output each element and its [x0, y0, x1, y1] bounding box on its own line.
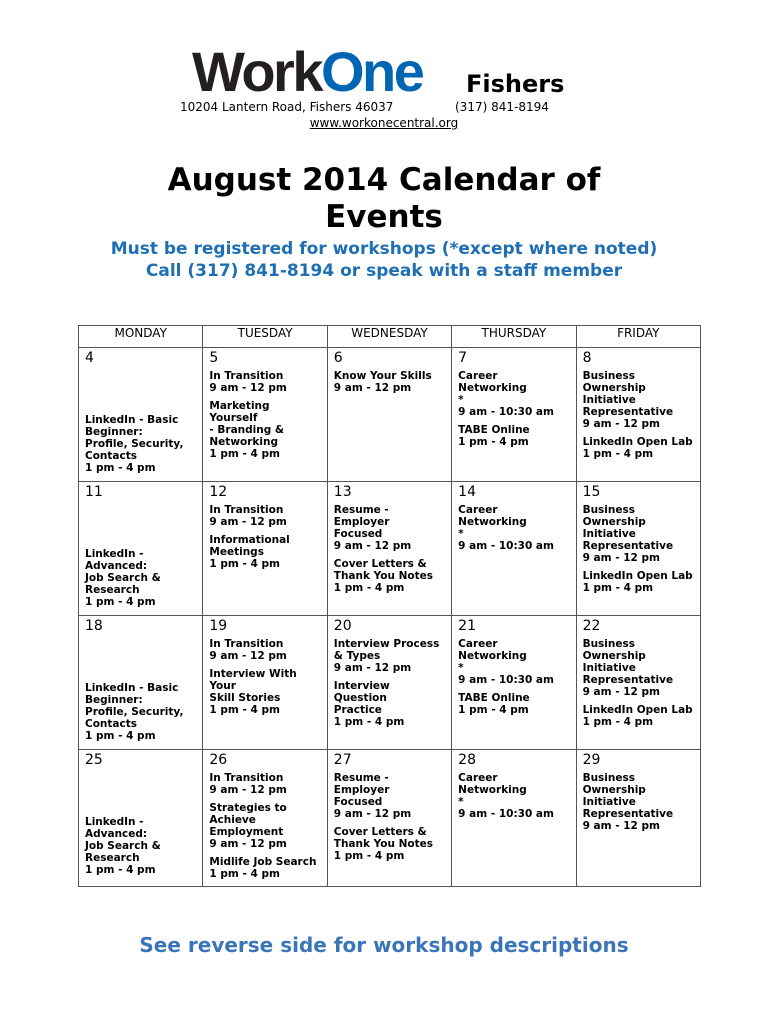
event-entry: LinkedIn Open Lab 1 pm - 4 pm — [582, 570, 693, 594]
day-number: 14 — [458, 484, 476, 500]
event-entry: Career Networking * 9 am - 10:30 am — [458, 772, 554, 820]
day-cell — [79, 348, 203, 482]
event-entry: Strategies to Achieve Employment 9 am - 12 pm — [209, 802, 287, 850]
event-entry: Interview Question Practice 1 pm - 4 pm — [333, 680, 405, 728]
logo-city: Fishers — [466, 70, 565, 98]
day-number: 20 — [333, 618, 352, 634]
event-entry: Business Ownership Initiative Representative 9 am - 12 pm — [582, 772, 674, 832]
day-number: 22 — [582, 618, 601, 634]
day-number: 8 — [582, 350, 592, 366]
event-entry: LinkedIn Open Lab 1 pm - 4 pm — [582, 436, 693, 460]
day-cell — [576, 348, 700, 482]
day-number: 18 — [85, 618, 103, 634]
day-number: 15 — [582, 484, 601, 500]
logo-work: Work — [192, 40, 321, 103]
week-row — [79, 348, 701, 482]
day-number: 19 — [209, 618, 228, 634]
event-entry: Marketing Yourself - Branding & Networking 1 pm - 4 pm — [209, 400, 285, 460]
day-number: 25 — [85, 752, 103, 768]
day-cell — [203, 750, 327, 887]
event-entry — [85, 772, 196, 810]
day-cell — [203, 616, 327, 750]
day-cell — [79, 616, 203, 750]
event-entry: In Transition 9 am - 12 pm — [209, 504, 287, 528]
event-entry: LinkedIn - Advanced: Job Search & Research 1 pm - 4 pm — [85, 548, 161, 608]
day-number: 4 — [85, 350, 94, 366]
weekday-header: THURSDAY — [452, 326, 576, 348]
day-number: 27 — [333, 752, 352, 768]
day-cell — [79, 482, 203, 616]
event-entry — [85, 370, 196, 408]
day-number: 11 — [85, 484, 103, 500]
week-row — [79, 616, 701, 750]
weekday-header-row — [79, 326, 701, 348]
day-cell — [576, 750, 700, 887]
event-entry: Business Ownership Initiative Representative 9 am - 12 pm — [582, 370, 674, 430]
weekday-header: MONDAY — [79, 326, 203, 348]
event-entry: Business Ownership Initiative Representative 9 am - 12 pm — [582, 504, 674, 564]
logo-one: One — [321, 40, 423, 103]
event-entry: Cover Letters & Thank You Notes 1 pm - 4 pm — [333, 558, 433, 594]
footer-note: See reverse side for workshop descriptions — [139, 933, 629, 957]
calendar-table — [78, 325, 701, 887]
day-cell — [203, 348, 327, 482]
day-cell — [79, 750, 203, 887]
day-cell — [327, 348, 451, 482]
event-entry: Informational Meetings 1 pm - 4 pm — [209, 534, 290, 570]
weekday-header: WEDNESDAY — [327, 326, 451, 348]
logo-wordmark — [192, 40, 423, 103]
weekday-header: FRIDAY — [576, 326, 700, 348]
day-number: 21 — [458, 618, 476, 634]
day-number: 26 — [209, 752, 228, 768]
event-entry: Career Networking * 9 am - 10:30 am — [458, 370, 554, 418]
day-cell — [327, 616, 451, 750]
event-entry: Resume - Employer Focused 9 am - 12 pm — [333, 504, 412, 552]
office-phone: (317) 841-8194 — [455, 100, 549, 114]
event-entry: Career Networking * 9 am - 10:30 am — [458, 638, 554, 686]
event-entry: In Transition 9 am - 12 pm — [209, 638, 287, 662]
registration-note: Must be registered for workshops (*except where noted) — [110, 239, 658, 259]
event-entry: In Transition 9 am - 12 pm — [209, 772, 287, 796]
event-entry: Cover Letters & Thank You Notes 1 pm - 4 pm — [333, 826, 433, 862]
event-entry: Business Ownership Initiative Representative 9 am - 12 pm — [582, 638, 674, 698]
event-entry: LinkedIn - Basic Beginner: Profile, Security, Contacts 1 pm - 4 pm — [85, 682, 184, 742]
day-number: 13 — [333, 484, 352, 500]
event-entry: Know Your Skills 9 am - 12 pm — [333, 370, 432, 394]
registration-call: Call (317) 841-8194 or speak with a staff member — [145, 261, 623, 281]
event-entry: In Transition 9 am - 12 pm — [209, 370, 287, 394]
day-cell — [327, 750, 451, 887]
event-entry — [85, 504, 196, 542]
event-entry — [85, 638, 196, 676]
day-cell — [203, 482, 327, 616]
day-cell — [576, 482, 700, 616]
weekday-header: TUESDAY — [203, 326, 327, 348]
event-entry: Midlife Job Search 1 pm - 4 pm — [209, 856, 317, 880]
event-entry: LinkedIn - Advanced: Job Search & Research 1 pm - 4 pm — [85, 816, 161, 876]
day-cell — [452, 482, 576, 616]
event-entry: LinkedIn Open Lab 1 pm - 4 pm — [582, 704, 693, 728]
event-entry: Interview With Your Skill Stories 1 pm - 4 pm — [209, 668, 297, 716]
day-number: 7 — [458, 350, 468, 366]
day-cell — [452, 750, 576, 887]
day-cell — [576, 616, 700, 750]
day-number: 12 — [209, 484, 228, 500]
day-number: 28 — [458, 752, 476, 768]
office-address: 10204 Lantern Road, Fishers 46037 — [180, 100, 394, 114]
event-entry: Interview Process & Types 9 am - 12 pm — [333, 638, 440, 674]
event-entry: Career Networking * 9 am - 10:30 am — [458, 504, 554, 552]
day-number: 5 — [209, 350, 219, 366]
week-row — [79, 482, 701, 616]
website-link[interactable]: www.workonecentral.org — [309, 116, 459, 130]
event-entry: LinkedIn - Basic Beginner: Profile, Security, Contacts 1 pm - 4 pm — [85, 414, 184, 474]
event-entry: TABE Online 1 pm - 4 pm — [458, 424, 530, 448]
event-entry: TABE Online 1 pm - 4 pm — [458, 692, 530, 716]
page-title: August 2014 Calendar of Events — [167, 162, 601, 235]
day-number: 29 — [582, 752, 601, 768]
day-number: 6 — [333, 350, 343, 366]
day-cell — [452, 616, 576, 750]
event-entry: Resume - Employer Focused 9 am - 12 pm — [333, 772, 412, 820]
week-row — [79, 750, 701, 887]
day-cell — [452, 348, 576, 482]
day-cell — [327, 482, 451, 616]
registration-notes — [0, 238, 768, 282]
